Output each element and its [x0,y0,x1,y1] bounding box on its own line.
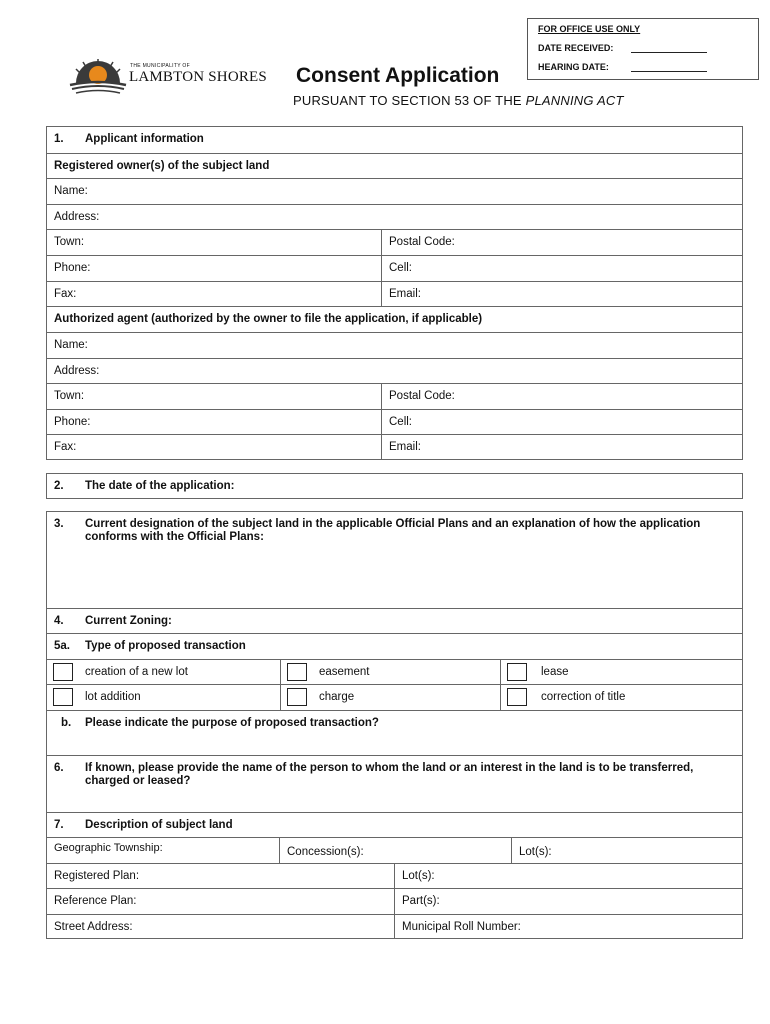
option-correction-of-title[interactable]: correction of title [500,685,742,710]
option-easement[interactable]: easement [280,660,500,684]
brand-small: THE MUNICIPALITY OF [130,63,190,69]
current-zoning-field[interactable]: 4. Current Zoning: [47,608,742,633]
owner-name-field[interactable]: Name: [47,178,742,204]
transferee-field[interactable]: 6. If known, please provide the name of the person to whom the land or an interest in the land is to be transferred, charged or leased? [47,755,742,812]
agent-name-field[interactable]: Name: [47,332,742,358]
section-applicant-information [46,126,743,460]
date-received-field[interactable] [631,52,707,53]
agent-town-field[interactable]: Town: [54,390,85,402]
owner-town-field[interactable]: Town: [54,236,85,248]
checkbox-correction-of-title[interactable] [507,688,527,706]
owner-email-field[interactable]: Email: [381,282,742,306]
checkbox-new-lot[interactable] [53,663,73,681]
owner-fax-field[interactable]: Fax: [54,288,77,300]
lambton-shores-logo-icon [66,53,130,97]
agent-phone-field[interactable]: Phone: [54,416,91,428]
agent-cell-field[interactable]: Cell: [381,410,742,434]
concession-lots-field[interactable]: Lot(s): [511,838,742,863]
checkbox-lease[interactable] [507,663,527,681]
transaction-type-heading: Type of proposed transaction [85,640,246,652]
owner-address-field[interactable]: Address: [47,204,742,229]
office-use-title: FOR OFFICE USE ONLY [538,24,641,34]
checkbox-easement[interactable] [287,663,307,681]
option-lease[interactable]: lease [500,660,742,684]
option-new-lot[interactable]: creation of a new lot [47,660,280,684]
option-charge[interactable]: charge [280,685,500,710]
street-address-field[interactable]: Street Address: [54,921,133,933]
owner-postal-field[interactable]: Postal Code: [381,230,742,255]
plan-lots-field[interactable]: Lot(s): [394,864,742,888]
agent-heading: Authorized agent (authorized by the owner to file the application, if applicable) [54,313,483,325]
concession-field[interactable]: Concession(s): [279,838,511,863]
hearing-date-label: HEARING DATE: [538,62,609,72]
section-1-header: 1. Applicant information [54,133,204,145]
hearing-date-field[interactable] [631,71,707,72]
checkbox-lot-addition[interactable] [53,688,73,706]
page-title: Consent Application [296,64,500,87]
transaction-purpose-field[interactable]: b. Please indicate the purpose of proposed transaction? [47,710,742,755]
office-use-box [527,18,759,80]
section-date-of-application[interactable]: 2. The date of the application: [46,473,743,499]
agent-postal-field[interactable]: Postal Code: [381,384,742,409]
date-received-label: DATE RECEIVED: [538,43,614,53]
brand-name: LAMBTON SHORES [129,69,267,85]
roll-number-field[interactable]: Municipal Roll Number: [394,915,742,939]
option-lot-addition[interactable]: lot addition [47,685,280,710]
geographic-township-field[interactable]: Geographic Township: [54,842,163,854]
agent-address-field[interactable]: Address: [47,358,742,383]
owner-phone-field[interactable]: Phone: [54,262,91,274]
parts-field[interactable]: Part(s): [394,889,742,914]
page-subtitle: PURSUANT TO SECTION 53 OF THE PLANNING ACT [293,93,624,108]
owner-cell-field[interactable]: Cell: [381,256,742,281]
agent-email-field[interactable]: Email: [381,435,742,460]
subject-land-heading: Description of subject land [85,819,233,831]
owner-heading: Registered owner(s) of the subject land [54,160,270,172]
section-land-details: 3. Current designation of the subject land in the applicable Official Plans and an explanation of how the application conforms with the Official Plans: 4. Current Zoning: 5a. Type of proposed transaction creation of a new lot easement lease lot addition charge correction of title b. Please indicate the purpose of proposed transaction? 6. If known, please provide the name of the person to whom the land or an interest in the land is to be transferred, charged or leased? 7. Description of subject land Geographic Township: Concession(s): Lot(s): Registered Plan: Lot(s): Reference Plan: Part(s): Street Address: Municipal Roll Number: [46,511,743,939]
registered-plan-field[interactable]: Registered Plan: [54,870,140,882]
checkbox-charge[interactable] [287,688,307,706]
reference-plan-field[interactable]: Reference Plan: [54,895,137,907]
agent-fax-field[interactable]: Fax: [54,441,77,453]
official-plan-field[interactable]: 3. Current designation of the subject land in the applicable Official Plans and an explanation of how the application conforms with the Official Plans: [54,518,701,543]
